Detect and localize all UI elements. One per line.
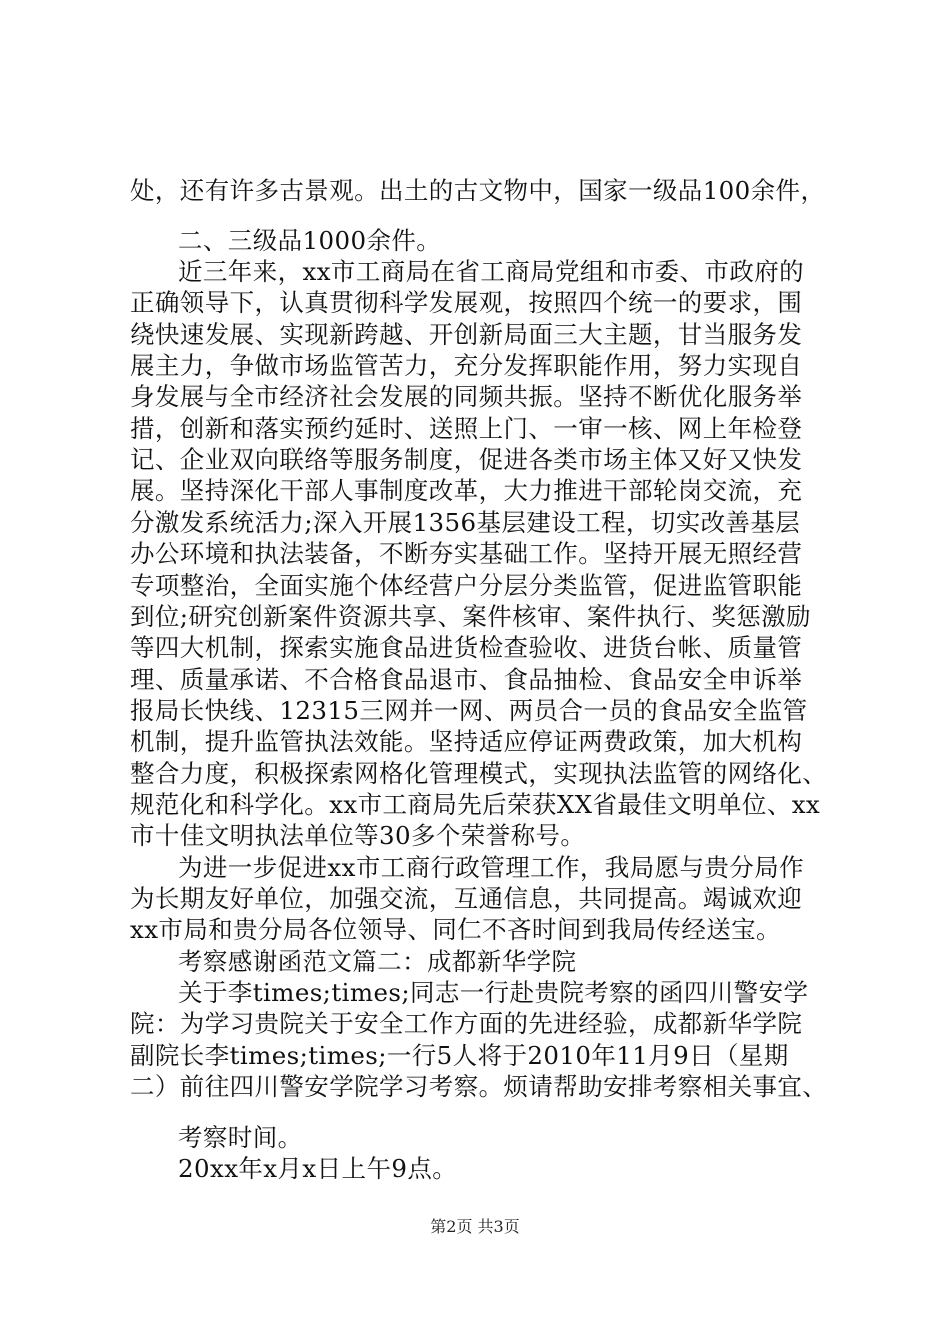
text-line: 规范化和科学化。xx市工商局先后荣获XX省最佳文明单位、xx: [130, 790, 821, 819]
paragraph-start-line: 近三年来，xx市工商局在省工商局党组和市委、市政府的: [178, 257, 805, 286]
text-line: 二）前往四川警安学院学习考察。烦请帮助安排考察相关事宜、: [130, 1072, 828, 1101]
text-line: 报局长快线、12315三网并一网、两员合一员的食品安全监管: [130, 696, 808, 725]
text-line: 处，还有许多古景观。出土的古文物中，国家一级品100余件，: [130, 176, 826, 205]
text-line: 绕快速发展、实现新跨越、开创新局面三大主题，甘当服务发: [130, 320, 803, 349]
text-line: 展。坚持深化干部人事制度改革，大力推进干部轮岗交流，充: [130, 476, 803, 505]
text-line: 身发展与全市经济社会发展的同频共振。坚持不断优化服务举: [130, 382, 803, 411]
text-line: 措，创新和落实预约延时、送照上门、一审一核、网上年检登: [130, 414, 803, 443]
text-line: 正确领导下，认真贯彻科学发展观，按照四个统一的要求，围: [130, 288, 803, 317]
text-line: 机制，提升监管执法效能。坚持适应停证两费政策，加大机构: [130, 727, 803, 756]
text-line: xx市局和贵分局各位领导、同仁不吝时间到我局传经送宝。: [130, 915, 781, 944]
text-line: 二、三级品1000余件。: [178, 226, 442, 255]
text-line: 20xx年x月x日上午9点。: [178, 1154, 458, 1183]
text-line: 专项整治，全面实施个体经营户分层分类监管，促进监管职能: [130, 571, 803, 600]
text-line: 考察时间。: [178, 1123, 303, 1152]
paragraph-start-line: 为进一步促进xx市工商行政管理工作，我局愿与贵分局作: [178, 853, 805, 882]
text-line: 院：为学习贵院关于安全工作方面的先进经验，成都新华学院: [130, 1009, 803, 1038]
paragraph-start-line: 关于李times;times;同志一行赴贵院考察的函四川警安学: [178, 978, 809, 1007]
text-line: 整合力度，积极探索网格化管理模式，实现执法监管的网络化、: [130, 759, 828, 788]
text-line: 为长期友好单位，加强交流，互通信息，共同提高。竭诚欢迎: [130, 884, 803, 913]
text-line: 分激发系统活力;深入开展1356基层建设工程，切实改善基层: [130, 508, 801, 537]
text-line: 办公环境和执法装备，不断夯实基础工作。坚持开展无照经营: [130, 539, 803, 568]
text-line: 等四大机制，探索实施食品进货检查验收、进货台帐、质量管: [130, 633, 803, 662]
section-heading: 考察感谢函范文篇二：成都新华学院: [178, 947, 577, 976]
text-line: 到位;研究创新案件资源共享、案件核审、案件执行、奖惩激励: [130, 602, 811, 631]
page-footer: 第2页 共3页: [430, 1217, 520, 1236]
text-line: 理、质量承诺、不合格食品退市、食品抽检、食品安全申诉举: [130, 665, 803, 694]
text-line: 市十佳文明执法单位等30多个荣誉称号。: [130, 821, 586, 850]
text-line: 记、企业双向联络等服务制度，促进各类市场主体又好又快发: [130, 445, 803, 474]
text-line: 副院长李times;times;一行5人将于2010年11月9日（星期: [130, 1041, 789, 1070]
text-line: 展主力，争做市场监管苦力，充分发挥职能作用，努力实现自: [130, 351, 803, 380]
